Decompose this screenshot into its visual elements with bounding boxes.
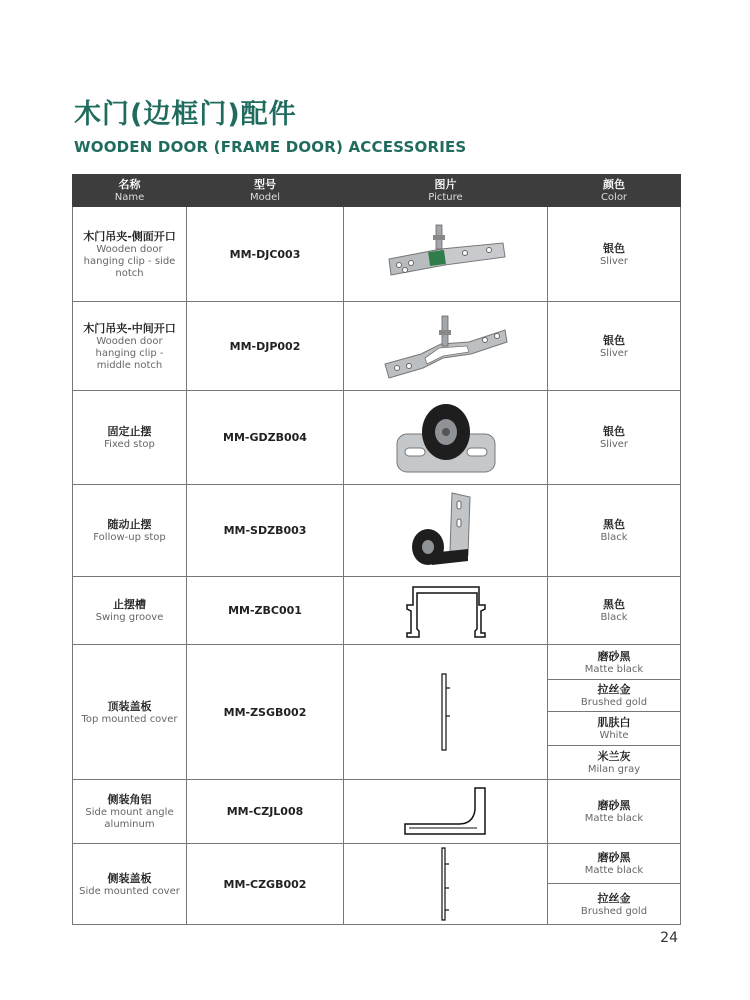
- color-cell: 银色 Sliver: [548, 207, 681, 302]
- header-name: 名称 Name: [73, 175, 187, 207]
- side-mounted-cover-profile-image: [436, 846, 456, 922]
- fixed-stop-image: [391, 396, 501, 480]
- picture-cell: [344, 577, 548, 645]
- table-row: [73, 207, 681, 302]
- model-cell: MM-GDZB004: [187, 391, 344, 485]
- color-cell: 黑色 Black: [548, 485, 681, 577]
- table-row: [73, 485, 681, 577]
- color-cell: 银色 Sliver: [548, 391, 681, 485]
- color-cell: 磨砂黑 Matte black: [548, 780, 681, 844]
- name-cell: 木门吊夹-中间开口 Wooden door hanging clip - middle notch: [73, 302, 187, 391]
- color-cell: 肌肤白 White: [548, 712, 681, 746]
- picture-cell: [344, 302, 548, 391]
- model-cell: MM-SDZB003: [187, 485, 344, 577]
- page-title-en: WOODEN DOOR (FRAME DOOR) ACCESSORIES: [74, 138, 467, 156]
- color-cell: 米兰灰 Milan gray: [548, 746, 681, 780]
- follow-up-stop-image: [406, 489, 486, 573]
- name-cell: 顶装盖板 Top mounted cover: [73, 645, 187, 780]
- color-cell: 银色 Sliver: [548, 302, 681, 391]
- picture-cell: [344, 844, 548, 925]
- name-cell: 止摆槽 Swing groove: [73, 577, 187, 645]
- picture-cell: [344, 207, 548, 302]
- picture-cell: [344, 391, 548, 485]
- table-row: [73, 577, 681, 645]
- name-cell: 随动止摆 Follow-up stop: [73, 485, 187, 577]
- name-cell: 侧装角铝 Side mount angle aluminum: [73, 780, 187, 844]
- model-cell: MM-CZJL008: [187, 780, 344, 844]
- model-cell: MM-ZSGB002: [187, 645, 344, 780]
- accessories-table: [72, 174, 681, 925]
- name-cell: 木门吊夹-侧面开口 Wooden door hanging clip - side notch: [73, 207, 187, 302]
- table-row: [73, 780, 681, 844]
- top-mounted-cover-profile-image: [436, 670, 456, 754]
- table-row: [73, 302, 681, 391]
- picture-cell: [344, 645, 548, 780]
- model-cell: MM-DJC003: [187, 207, 344, 302]
- name-cell: 侧装盖板 Side mounted cover: [73, 844, 187, 925]
- color-cell: 拉丝金 Brushed gold: [548, 680, 681, 712]
- table-row: [73, 844, 681, 884]
- hanging-clip-middle-notch-image: [381, 308, 511, 384]
- color-cell: 拉丝金 Brushed gold: [548, 884, 681, 925]
- table-row: [73, 645, 681, 680]
- hanging-clip-side-notch-image: [381, 219, 511, 289]
- swing-groove-profile-image: [401, 583, 491, 639]
- table-row: [73, 391, 681, 485]
- color-cell: 黑色 Black: [548, 577, 681, 645]
- picture-cell: [344, 485, 548, 577]
- color-cell: 磨砂黑 Matte black: [548, 645, 681, 680]
- model-cell: MM-DJP002: [187, 302, 344, 391]
- name-cell: 固定止摆 Fixed stop: [73, 391, 187, 485]
- color-cell: 磨砂黑 Matte black: [548, 844, 681, 884]
- model-cell: MM-ZBC001: [187, 577, 344, 645]
- page-number: 24: [660, 930, 678, 946]
- page-title-cn: 木门(边框门)配件: [74, 99, 297, 130]
- model-cell: MM-CZGB002: [187, 844, 344, 925]
- table-header-row: [73, 175, 681, 207]
- side-mount-angle-aluminum-profile-image: [401, 784, 491, 840]
- picture-cell: [344, 780, 548, 844]
- header-picture: 图片 Picture: [344, 175, 548, 207]
- header-color: 颜色 Color: [548, 175, 681, 207]
- header-model: 型号 Model: [187, 175, 344, 207]
